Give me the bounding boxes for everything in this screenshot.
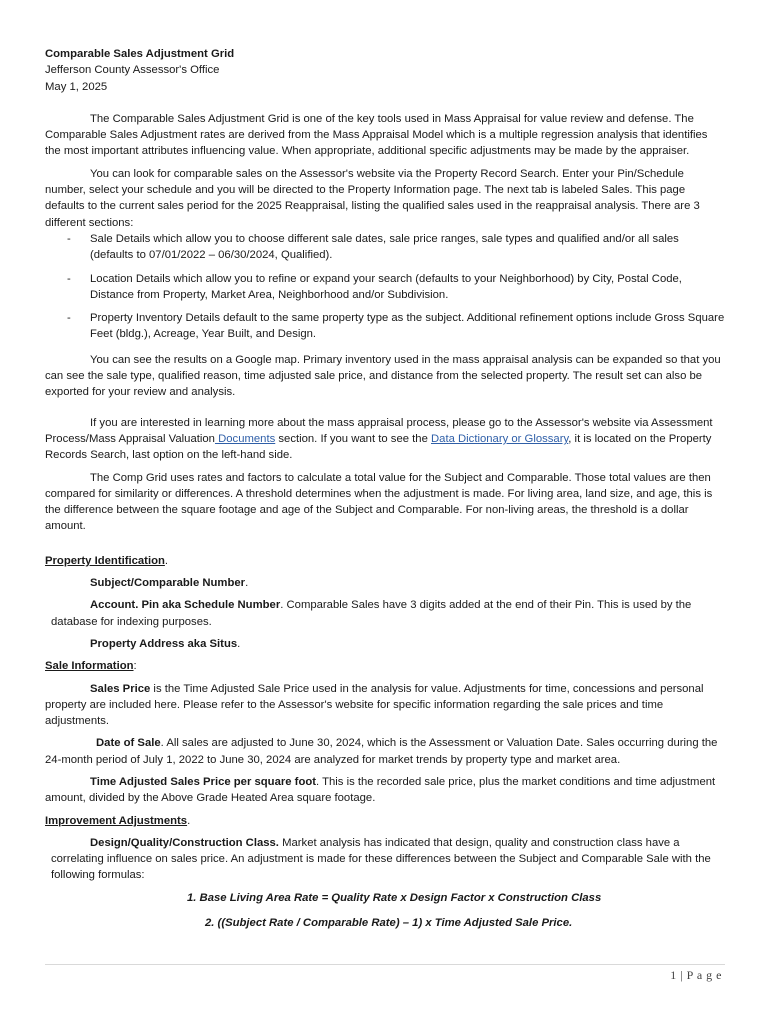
formula-1: 1. Base Living Area Rate = Quality Rate x Design Factor x Construction Class: [187, 891, 602, 904]
list-item: [45, 310, 725, 343]
subject-comparable-number: Subject/Comparable Number.: [90, 577, 249, 590]
document-title: Comparable Sales Adjustment Grid: [45, 48, 235, 60]
paragraph-4-text-b: section. If you want to see the: [275, 432, 431, 445]
sections-list: [45, 231, 725, 343]
date-of-sale-paragraph: Date of Sale. All sales are adjusted to June 30, 2024, which is the Assessment or Valuation Date. Sales occurring during the 24-month period of July 1, 2022 to June 30, 2024 are analyzed for market trends by property type and market area.: [45, 737, 718, 766]
bullet-marker: -: [67, 232, 71, 245]
sales-price-paragraph: Sales Price is the Time Adjusted Sale Price used in the analysis for value. Adjustments for time, concessions and personal property are included here. Please refer to the Assessor's website for specific information regarding the sale prices and time adjustments.: [45, 682, 704, 728]
formula-2: 2. ((Subject Rate / Comparable Rate) – 1) x Time Adjusted Sale Price.: [205, 917, 573, 930]
data-dictionary-link[interactable]: Data Dictionary or Glossary: [431, 432, 569, 445]
intro-paragraph-5: The Comp Grid uses rates and factors to calculate a total value for the Subject and Comparable. Those total values are then compared for similarity or differences. A threshold determines when the adjustment is made. For living area, land size, and age, this is the difference between the square footage and age of the Subject and Comparable. For non-living areas, the threshold is a dollar amount.: [45, 471, 713, 533]
page-number: 1 | P a g e: [670, 968, 722, 982]
tasp-paragraph: Time Adjusted Sales Price per square foot. This is the recorded sale price, plus the market conditions and time adjustment amount, divided by the Above Grade Heated Area square footage.: [45, 775, 716, 805]
improvement-adjustments-heading: Improvement Adjustments.: [45, 814, 191, 827]
documents-link[interactable]: Documents: [214, 432, 276, 445]
design-quality-paragraph: Design/Quality/Construction Class. Market analysis has indicated that design, quality and construction class have a correlating influence on sales price. An adjustment is made for these differences between the Subject and Comparable Sale with the following formulas:: [51, 836, 711, 882]
document-date: May 1, 2025: [45, 80, 108, 93]
paragraph-4-text-c: , it is located on the Property Records Search, last option on the left-hand side.: [45, 432, 712, 462]
bullet-marker: -: [67, 272, 71, 285]
property-address: Property Address aka Situs.: [90, 637, 241, 650]
document-page: [45, 46, 725, 931]
footer-divider: [45, 964, 725, 965]
sale-information-heading: Sale Information:: [45, 660, 137, 673]
bullet-marker: -: [67, 312, 71, 325]
list-item-text: Property Inventory Details default to the same property type as the subject. Additional refinement options include Gross Square Feet (bldg.), Acreage, Year Built, and Design.: [90, 312, 725, 341]
list-item-text: Sale Details which allow you to choose different sale dates, sale price ranges, sale types and qualified and/or all sales (defaults to 07/01/2022 – 06/30/2024, Qualified).: [90, 232, 679, 262]
office-name: Jefferson County Assessor's Office: [45, 64, 220, 77]
list-item: [45, 231, 725, 264]
paragraph-4-text-a: If you are interested in learning more about the mass appraisal process, please go to the Assessor's website via Assessment Process/Mass Appraisal Valuation: [45, 416, 713, 445]
list-item-text: Location Details which allow you to refine or expand your search (defaults to your Neighborhood) by City, Postal Code, Distance from Property, Market Area, Neighborhood and/or Subdivision.: [90, 272, 682, 301]
intro-paragraph-1: The Comparable Sales Adjustment Grid is one of the key tools used in Mass Appraisal for value review and defense. The Comparable Sales Adjustment rates are derived from the Mass Appraisal Model which is a multiple regression analysis that identifies the most important attributes influencing value. When appropriate, additional specific adjustments may be made by the appraiser.: [45, 112, 708, 158]
list-item: [45, 271, 725, 304]
document-header: [45, 46, 725, 95]
intro-paragraph-4: [45, 415, 725, 464]
property-identification-heading: Property Identification.: [45, 554, 169, 567]
account-paragraph: Account. Pin aka Schedule Number. Comparable Sales have 3 digits added at the end of their Pin. This is used by the database for indexing purposes.: [51, 599, 692, 628]
intro-paragraph-2: You can look for comparable sales on the Assessor's website via the Property Record Search. Enter your Pin/Schedule number, select your schedule and you will be directed to the Property Information page. The next tab is labeled Sales. This page defaults to the current sales period for the 2025 Reappraisal, listing the qualified sales used in the reappraisal analysis. There are 3 different sections:: [45, 167, 700, 229]
intro-paragraph-3: You can see the results on a Google map. Primary inventory used in the mass appraisal analysis can be expanded so that you can see the sale type, qualified reason, time adjusted sale price, and distance from the selected property. The result set can also be exported for your review and analysis.: [45, 353, 721, 399]
